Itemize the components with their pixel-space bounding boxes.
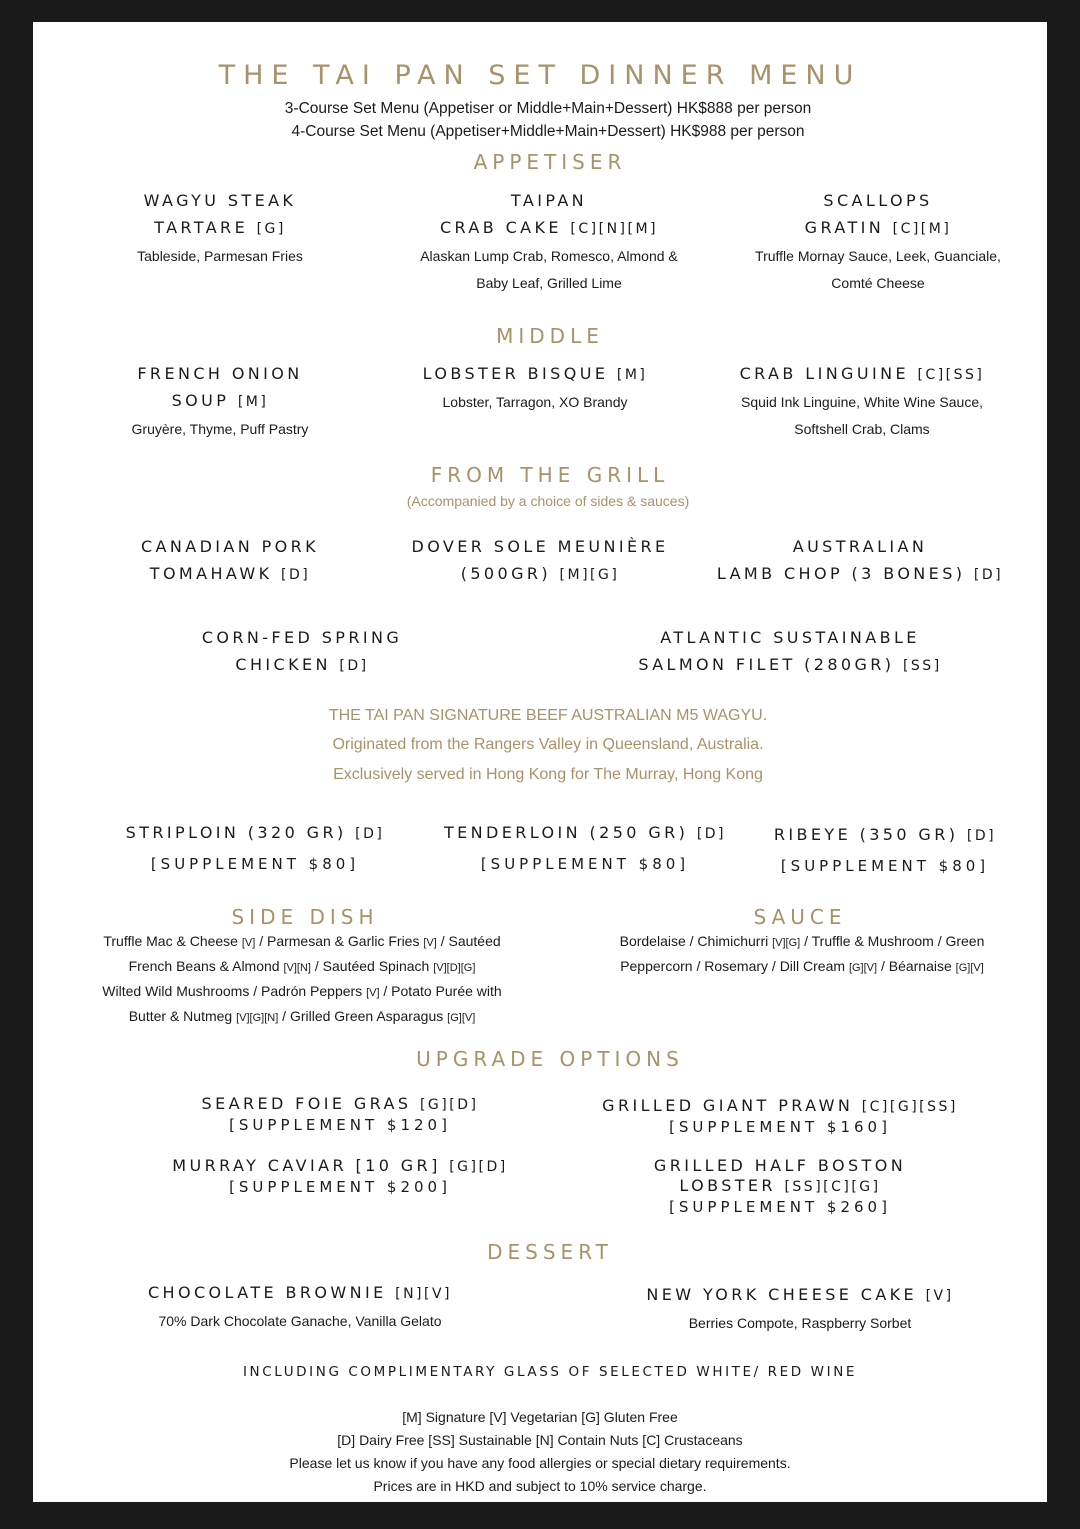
side-dish-list [62,930,542,1030]
dish-name: CRAB LINGUINE [C][SS] [739,364,985,383]
dish-name: (500GR) [M][G] [460,564,620,583]
upgrade-foie-gras [150,1094,530,1135]
dish-name: STRIPLOIN (320 GR) [D] [125,823,385,842]
dish-name: TENDERLOIN (250 GR) [D] [443,823,727,842]
dish-description: Softshell Crab, Clams [794,421,930,437]
middle-crab-linguine [712,360,1012,443]
legend-line-1: [M] Signature [V] Vegetarian [G] Gluten Free [402,1409,678,1425]
menu-title: THE TAI PAN SET DINNER MENU [218,60,862,91]
wine-note: INCLUDING COMPLIMENTARY GLASS OF SELECTED WHITE/ RED WINE [242,1364,858,1380]
set-price-4-course: 4-Course Set Menu (Appetiser+Middle+Main+Dessert) HK$988 per person [291,123,805,140]
grill-heading: FROM THE GRILL [430,463,670,487]
dish-name: CHICKEN [D] [235,655,369,674]
legend-line-2: [D] Dairy Free [SS] Sustainable [N] Contain Nuts [C] Crustaceans [337,1432,743,1448]
dish-name: SCALLOPS [823,191,933,210]
appetiser-wagyu-tartare [70,187,370,270]
wagyu-ribeye [745,821,1025,875]
dish-name: FRENCH ONION [137,364,303,383]
dish-name: TAIPAN [510,191,588,210]
middle-heading: MIDDLE [496,324,604,348]
middle-lobster-bisque [385,360,685,416]
dish-name: CHOCOLATE BROWNIE [N][V] [147,1283,453,1302]
dish-name: DOVER SOLE MEUNIÈRE [411,537,669,556]
dish-name: NEW YORK CHEESE CAKE [V] [646,1285,954,1304]
dish-description: Lobster, Tarragon, XO Brandy [442,394,628,410]
upgrade-boston-lobster [600,1156,960,1217]
dish-description: Baby Leaf, Grilled Lime [476,275,622,291]
side-dish-heading: SIDE DISH [231,905,379,929]
dish-name: CANADIAN PORK [140,537,320,556]
side-dish-line: Wilted Wild Mushrooms / Padrón Peppers [V] / Potato Purée with [102,983,502,999]
dish-description: Berries Compote, Raspberry Sorbet [688,1315,912,1331]
dish-name: GRILLED GIANT PRAWN [C][G][SS] [602,1096,958,1115]
grill-salmon-filet [590,624,990,680]
middle-french-onion-soup [70,360,370,443]
signature-beef-exclusive: Exclusively served in Hong Kong for The Murray, Hong Kong [333,766,763,783]
service-charge-note: Prices are in HKD and subject to 10% service charge. [373,1478,707,1494]
dish-name: LOBSTER [SS][C][G] [679,1176,881,1195]
sauce-list [572,930,1032,980]
dish-name: SEARED FOIE GRAS [G][D] [201,1094,479,1113]
dish-description: 70% Dark Chocolate Ganache, Vanilla Gelato [158,1313,442,1329]
dish-name: ATLANTIC SUSTAINABLE [660,628,920,647]
side-dish-line: Butter & Nutmeg [V][G][N] / Grilled Green Asparagus [G][V] [128,1008,476,1024]
wagyu-tenderloin [420,819,750,873]
dish-description: Alaskan Lump Crab, Romesco, Almond & [420,248,678,264]
dish-name: GRATIN [C][M] [804,218,952,237]
dish-name: LOBSTER BISQUE [M] [422,364,648,383]
dish-description: Gruyère, Thyme, Puff Pastry [131,421,309,437]
supplement-price: [SUPPLEMENT $200] [229,1178,451,1196]
grill-note: (Accompanied by a choice of sides & sauces) [406,493,690,509]
dish-description: Comté Cheese [831,275,925,291]
dish-name: LAMB CHOP (3 BONES) [D] [716,564,1004,583]
dessert-heading: DESSERT [487,1240,613,1264]
signature-beef-origin: Originated from the Rangers Valley in Queensland, Australia. [332,736,764,753]
dish-description: Truffle Mornay Sauce, Leek, Guanciale, [755,248,1001,264]
supplement-price: [SUPPLEMENT $120] [229,1116,451,1134]
supplement-price: [SUPPLEMENT $260] [669,1198,891,1216]
dish-name: WAGYU STEAK [143,191,297,210]
dessert-chocolate-brownie [100,1279,500,1335]
sauce-line: Peppercorn / Rosemary / Dill Cream [G][V] / Béarnaise [G][V] [620,958,984,974]
grill-pork-tomahawk [80,533,380,589]
supplement-price: [SUPPLEMENT $80] [480,855,690,873]
appetiser-scallops-gratin [728,187,1028,297]
dish-name: GRILLED HALF BOSTON [653,1156,907,1175]
grill-spring-chicken [152,624,452,680]
signature-beef-title: THE TAI PAN SIGNATURE BEEF AUSTRALIAN M5 WAGYU. [328,707,768,724]
dish-name: TARTARE [G] [154,218,286,237]
dish-name: TOMAHAWK [D] [149,564,311,583]
dish-name: CRAB CAKE [C][N][M] [439,218,659,237]
supplement-price: [SUPPLEMENT $80] [150,855,360,873]
supplement-price: [SUPPLEMENT $80] [780,857,990,875]
allergy-note: Please let us know if you have any food allergies or special dietary requirements. [289,1455,791,1471]
dish-name: SOUP [M] [171,391,269,410]
grill-lamb-chop [690,533,1030,589]
side-dish-line: French Beans & Almond [V][N] / Sautéed Spinach [V][D][G] [128,958,476,974]
dish-description: Squid Ink Linguine, White Wine Sauce, [740,394,984,410]
dish-name: CORN-FED SPRING [201,628,403,647]
dish-name: AUSTRALIAN [792,537,928,556]
set-price-3-course: 3-Course Set Menu (Appetiser or Middle+Main+Dessert) HK$888 per person [284,100,812,117]
upgrade-giant-prawn [575,1096,985,1137]
appetiser-taipan-crab-cake [399,187,699,297]
wagyu-striploin [90,819,420,873]
side-dish-line: Truffle Mac & Cheese [V] / Parmesan & Garlic Fries [V] / Sautéed [103,933,501,949]
upgrade-murray-caviar [140,1156,540,1197]
dish-name: SALMON FILET (280GR) [SS] [638,655,942,674]
dish-name: RIBEYE (350 GR) [D] [773,825,997,844]
upgrade-heading: UPGRADE OPTIONS [416,1047,684,1071]
appetiser-heading: APPETISER [473,150,627,174]
dish-name: MURRAY CAVIAR [10 GR] [G][D] [172,1156,508,1175]
sauce-line: Bordelaise / Chimichurri [V][G] / Truffle & Mushroom / Green [619,933,985,949]
sauce-heading: SAUCE [753,905,847,929]
supplement-price: [SUPPLEMENT $160] [669,1118,891,1136]
grill-dover-sole [380,533,700,589]
dessert-cheese-cake [600,1281,1000,1337]
dish-description: Tableside, Parmesan Fries [137,248,303,264]
